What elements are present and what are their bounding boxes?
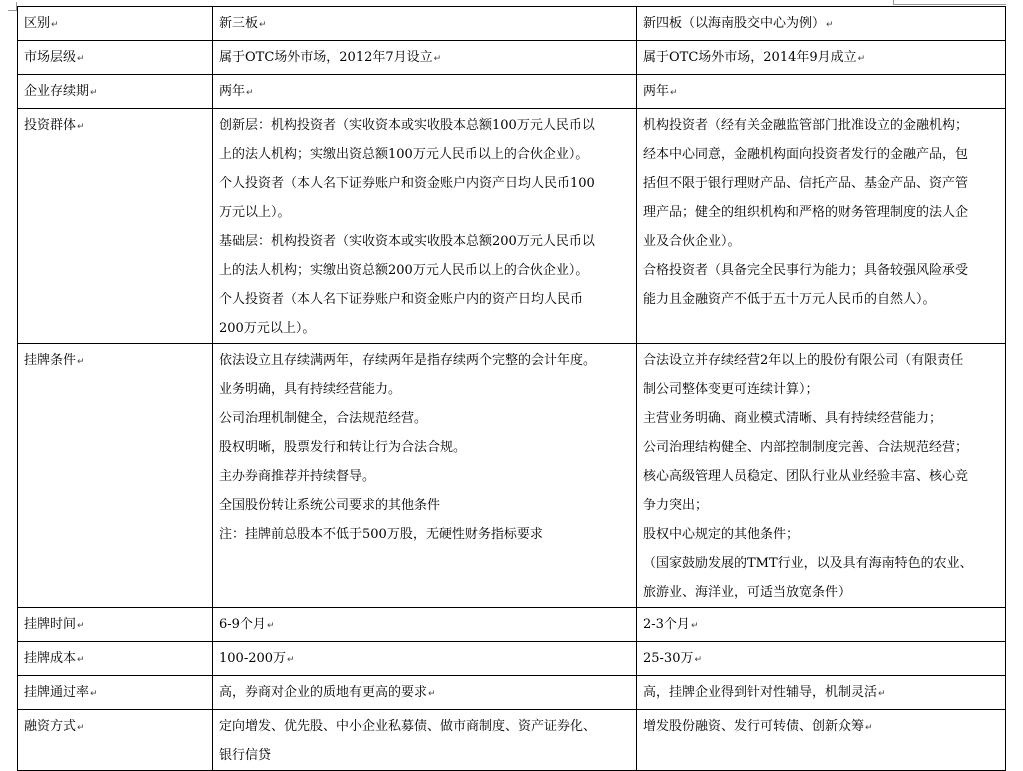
cell-xinsiban: 属于OTC场外市场，2014年9月成立↵ [637, 41, 1006, 75]
table-row-listing-conditions [18, 344, 1006, 608]
text-line: 公司治理机制健全，合法规范经营。 [219, 411, 428, 426]
cell-xinsanban: 两年↵ [213, 75, 637, 109]
table-row-pass-rate [18, 676, 1006, 710]
cell-xinsiban: 2-3个月↵ [637, 608, 1006, 642]
corner-mark-left [8, 2, 17, 11]
cell-xinsiban: 高，挂牌企业得到针对性辅导，机制灵活↵ [637, 676, 1006, 710]
text-line: 制公司整体变更可连续计算）； [643, 382, 819, 397]
cell-xinsanban: 属于OTC场外市场，2012年7月设立↵ [213, 41, 637, 75]
text-line: 定向增发、优先股、中小企业私募债、做市商制度、资产证券化、 [219, 719, 597, 734]
cell-xinsiban: 增发股份融资、发行可转债、创新众筹↵ [637, 710, 1006, 771]
cell-xinsanban [213, 109, 637, 344]
cell-xinsanban: 100-200万↵ [213, 642, 637, 676]
text-line: 理产品；健全的组织机构和严格的财务管理制度的法人企 [643, 205, 969, 220]
text-line: 基础层：机构投资者（实收资本或实收股本总额200万元人民币以 [219, 234, 595, 249]
row-label: 融资方式↵ [18, 710, 213, 771]
cell-xinsanban: 高，券商对企业的质地有更高的要求↵ [213, 676, 637, 710]
text-line: 括但不限于银行理财产品、信托产品、基金产品、资产管 [643, 176, 969, 191]
text-line: 200万元以上）。 [219, 321, 316, 336]
text-line: 银行信贷 [219, 748, 272, 763]
cell-xinsanban: 6-9个月↵ [213, 608, 637, 642]
header-cell-difference: 区别↵ [18, 7, 213, 41]
corner-mark-top [893, 0, 1006, 5]
row-label: 挂牌通过率↵ [18, 676, 213, 710]
cell-xinsiban: 25-30万↵ [637, 642, 1006, 676]
row-label: 挂牌成本↵ [18, 642, 213, 676]
table-row-listing-cost [18, 642, 1006, 676]
cell-xinsiban [637, 109, 1006, 344]
row-label: 挂牌时间↵ [18, 608, 213, 642]
text-line: 旅游业、海洋业，可适当放宽条件） [643, 585, 852, 600]
text-line: 争力突出； [643, 498, 709, 513]
text-line: 核心高级管理人员稳定、团队行业从业经验丰富、核心竞 [643, 469, 969, 484]
text-line: （国家鼓励发展的TMT行业，以及具有海南特色的农业、 [643, 556, 973, 571]
cell-xinsiban [637, 344, 1006, 608]
table-row-listing-time [18, 608, 1006, 642]
header-cell-xinsiban: 新四板（以海南股交中心为例）↵ [637, 7, 1006, 41]
text-line: 万元以上）。 [219, 205, 291, 220]
text-line: 个人投资者（本人名下证券账户和资金账户内资产日均人民币100 [219, 176, 595, 191]
table-row-financing [18, 710, 1006, 771]
text-line: 能力且金融资产不低于五十万元人民币的自然人）。 [643, 292, 936, 307]
table-row-duration [18, 75, 1006, 109]
text-line: 合格投资者（具备完全民事行为能力；具备较强风险承受 [643, 263, 969, 278]
cell-xinsanban [213, 710, 637, 771]
row-label: 企业存续期↵ [18, 75, 213, 109]
table-row-investors [18, 109, 1006, 344]
text-line: 主营业务明确、商业模式清晰、具有持续经营能力； [643, 411, 943, 426]
text-line: 业务明确，具有持续经营能力。 [219, 382, 402, 397]
text-line: 合法设立并存续经营2年以上的股份有限公司（有限责任 [643, 353, 964, 368]
text-line: 创新层：机构投资者（实收资本或实收股本总额100万元人民币以 [219, 118, 595, 133]
text-line: 注：挂牌前总股本不低于500万股，无硬性财务指标要求 [219, 527, 543, 542]
table-header-row [18, 7, 1006, 41]
text-line: 主办券商推荐并持续督导。 [219, 469, 376, 484]
row-label: 投资群体↵ [18, 109, 213, 344]
text-line: 上的法人机构；实缴出资总额100万元人民币以上的合伙企业）。 [219, 147, 589, 162]
text-line: 股权中心规定的其他条件； [643, 527, 800, 542]
row-label: 市场层级↵ [18, 41, 213, 75]
text-line: 机构投资者（经有关金融监管部门批准设立的金融机构； [643, 118, 969, 133]
text-line: 上的法人机构；实缴出资总额200万元人民币以上的合伙企业）。 [219, 263, 589, 278]
cell-xinsiban: 两年↵ [637, 75, 1006, 109]
header-cell-xinsanban: 新三板↵ [213, 7, 637, 41]
row-label: 挂牌条件↵ [18, 344, 213, 608]
text-line: 个人投资者（本人名下证券账户和资金账户内的资产日均人民币 [219, 292, 584, 307]
text-line: 股权明晰，股票发行和转让行为合法合规。 [219, 440, 467, 455]
text-line: 业及合伙企业）。 [643, 234, 741, 249]
cell-xinsanban [213, 344, 637, 608]
comparison-table [17, 6, 1006, 771]
text-line: 依法设立且存续满两年，存续两年是指存续两个完整的会计年度。 [219, 353, 597, 368]
table-row-market-level [18, 41, 1006, 75]
text-line: 公司治理结构健全、内部控制制度完善、合法规范经营； [643, 440, 969, 455]
text-line: 经本中心同意，金融机构面向投资者发行的金融产品，包 [643, 147, 969, 162]
text-line: 全国股份转让系统公司要求的其他条件 [219, 498, 441, 513]
